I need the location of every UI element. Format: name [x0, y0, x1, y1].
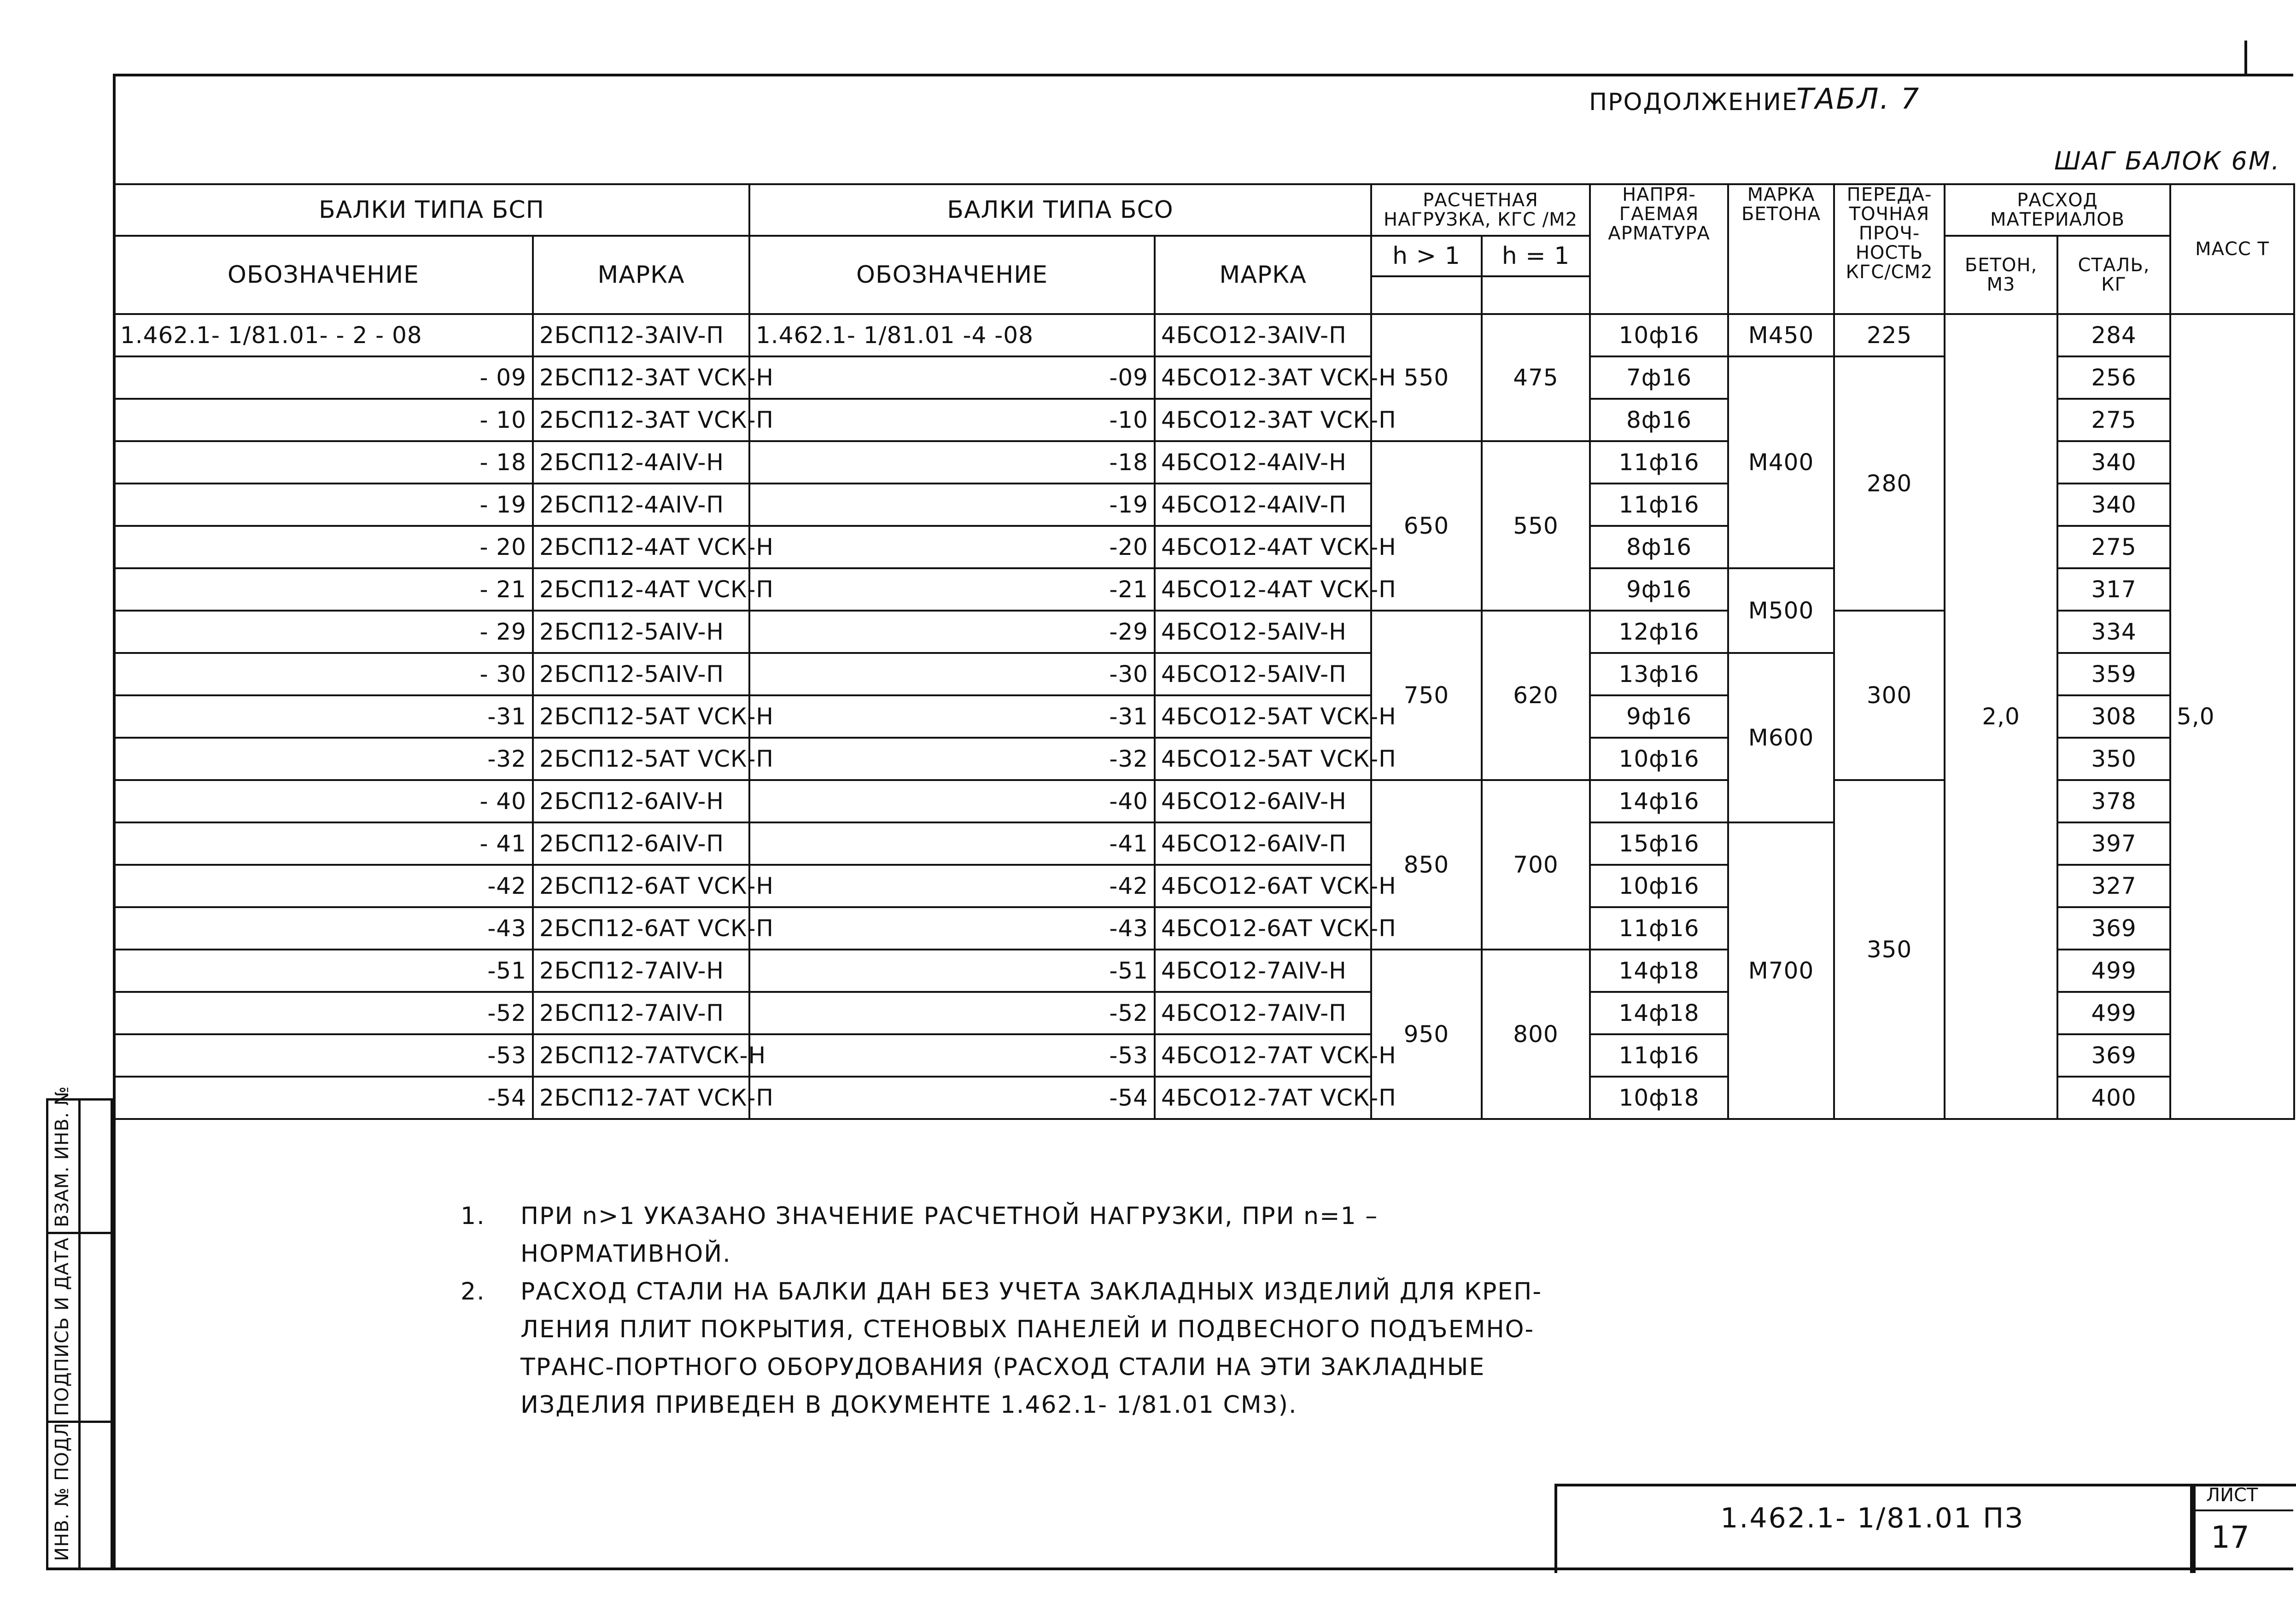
bso-designation-cell: -52 — [749, 992, 1155, 1034]
bso-mark-cell: 4БСО12-4АIV-Н — [1155, 441, 1371, 484]
transfer-strength-cell: 350 — [1834, 780, 1945, 1119]
frame-corner-tick — [2244, 41, 2247, 76]
bsp-mark-cell: 2БСП12-7АТVСК-Н — [533, 1034, 749, 1077]
bsp-mark-cell: 2БСП12-6АТ VСК-П — [533, 907, 749, 950]
concrete-grade-cell: М400 — [1728, 356, 1834, 568]
bsp-mark-cell: 2БСП12-4АIV-Н — [533, 441, 749, 484]
steel-cell: 378 — [2057, 780, 2170, 822]
prestressed-rebar-cell: 7ф16 — [1590, 356, 1728, 399]
steel-cell: 284 — [2057, 314, 2170, 356]
side-strip-line — [46, 1098, 48, 1570]
design-load-header: РАСЧЕТНАЯ НАГРУЗКА, КГС /М2 — [1371, 184, 1590, 236]
bso-designation-cell: -09 — [749, 356, 1155, 399]
prestressed-rebar-cell: 11ф16 — [1590, 441, 1728, 484]
steel-cell: 340 — [2057, 484, 2170, 526]
bsp-mark-cell: 2БСП12-3АТ VСК-П — [533, 399, 749, 441]
steel-cell: 334 — [2057, 611, 2170, 653]
table-row — [114, 314, 2294, 356]
bsp-designation-cell: - 30 — [114, 653, 533, 695]
table-body — [114, 314, 2294, 1119]
n-eq1-header: h = 1 — [1482, 236, 1590, 276]
bsp-designation-cell: -54 — [114, 1077, 533, 1119]
prestressed-rebar-cell: 14ф16 — [1590, 780, 1728, 822]
transfer-strength-cell: 280 — [1834, 356, 1945, 611]
bso-mark-cell: 4БСО12-4АТ VСК-П — [1155, 568, 1371, 611]
load-n-gt1-cell: 950 — [1371, 950, 1482, 1119]
note-text: ПРИ n>1 УКАЗАНО ЗНАЧЕНИЕ РАСЧЕТНОЙ НАГРУЗКИ, ПРИ n=1 – НОРМАТИВНОЙ. — [520, 1202, 1379, 1268]
bsp-designation-cell: -32 — [114, 738, 533, 780]
concrete-grade-header: МАРКА БЕТОНА — [1728, 184, 1834, 314]
bso-mark-cell: 4БСО12-7АТ VСК-Н — [1155, 1034, 1371, 1077]
bsp-mark-cell: 2БСП12-7АТ VСК-П — [533, 1077, 749, 1119]
bsp-mark-header: МАРКА — [533, 236, 749, 314]
bso-designation-cell: -29 — [749, 611, 1155, 653]
sheet-number: 17 — [2211, 1520, 2249, 1555]
bsp-designation-cell: -42 — [114, 865, 533, 907]
concrete-grade-cell: М600 — [1728, 653, 1834, 822]
concrete-volume-cell: 2,0 — [1945, 314, 2057, 1119]
bsp-designation-cell: - 18 — [114, 441, 533, 484]
bsp-designation-cell: -43 — [114, 907, 533, 950]
bso-designation-cell: -18 — [749, 441, 1155, 484]
steel-cell: 397 — [2057, 822, 2170, 865]
prestressed-rebar-cell: 15ф16 — [1590, 822, 1728, 865]
bso-mark-cell: 4БСО12-4АIV-П — [1155, 484, 1371, 526]
concrete-grade-cell: М450 — [1728, 314, 1834, 356]
bso-designation-cell: -30 — [749, 653, 1155, 695]
bsp-mark-cell: 2БСП12-6АIV-Н — [533, 780, 749, 822]
note-number: 2. — [461, 1278, 485, 1305]
steel-cell: 256 — [2057, 356, 2170, 399]
table-reference: ТАБЛ. 7 — [1796, 82, 1921, 116]
bso-designation-cell: -43 — [749, 907, 1155, 950]
signature-date-label: ПОДПИСЬ И ДАТА — [52, 1237, 73, 1416]
bso-mark-cell: 4БСО12-3АIV-П — [1155, 314, 1371, 356]
bsp-mark-cell: 2БСП12-4АТ VСК-П — [533, 568, 749, 611]
bsp-mark-cell: 2БСП12-5АТ VСК-Н — [533, 695, 749, 738]
prestressed-rebar-cell: 9ф16 — [1590, 568, 1728, 611]
steel-cell: 499 — [2057, 950, 2170, 992]
transfer-strength-cell: 300 — [1834, 611, 1945, 780]
prestressed-rebar-cell: 10ф16 — [1590, 865, 1728, 907]
n-gt1-header: h > 1 — [1371, 236, 1482, 276]
bsp-designation-cell: -51 — [114, 950, 533, 992]
bso-mark-cell: 4БСО12-5АТ VСК-П — [1155, 738, 1371, 780]
bso-designation-cell: -53 — [749, 1034, 1155, 1077]
bsp-mark-cell: 2БСП12-6АТ VСК-Н — [533, 865, 749, 907]
materials-header: РАСХОД МАТЕРИАЛОВ — [1945, 184, 2170, 236]
bsp-mark-cell: 2БСП12-4АIV-П — [533, 484, 749, 526]
bso-designation-cell: -31 — [749, 695, 1155, 738]
bsp-designation-cell: -52 — [114, 992, 533, 1034]
bsp-designation-cell: - 09 — [114, 356, 533, 399]
sheet-label: ЛИСТ — [2206, 1485, 2258, 1506]
side-strip-line — [78, 1098, 81, 1570]
bsp-designation-cell: -53 — [114, 1034, 533, 1077]
document-code: 1.462.1- 1/81.01 ПЗ — [1720, 1502, 2024, 1534]
bsp-mark-cell: 2БСП12-5АIV-П — [533, 653, 749, 695]
transfer-strength-cell: 225 — [1834, 314, 1945, 356]
prestressed-rebar-cell: 12ф16 — [1590, 611, 1728, 653]
load-n-eq1-cell: 620 — [1482, 611, 1590, 780]
sheet-divider — [2190, 1509, 2293, 1511]
bso-mark-header: МАРКА — [1155, 236, 1371, 314]
prestressed-rebar-cell: 13ф16 — [1590, 653, 1728, 695]
bsp-mark-cell: 2БСП12-3АТ VСК-Н — [533, 356, 749, 399]
steel-cell: 359 — [2057, 653, 2170, 695]
steel-cell: 369 — [2057, 1034, 2170, 1077]
concrete-grade-cell: М500 — [1728, 568, 1834, 653]
bso-mark-cell: 4БСО12-5АТ VСК-Н — [1155, 695, 1371, 738]
bso-designation-header: ОБОЗНАЧЕНИЕ — [749, 236, 1155, 314]
bsp-designation-header: ОБОЗНАЧЕНИЕ — [114, 236, 533, 314]
load-n-eq1-cell: 475 — [1482, 314, 1590, 441]
bso-designation-cell: -19 — [749, 484, 1155, 526]
note-text: РАСХОД СТАЛИ НА БАЛКИ ДАН БЕЗ УЧЕТА ЗАКЛАДНЫХ ИЗДЕЛИЙ ДЛЯ КРЕП-ЛЕНИЯ ПЛИТ ПОКРЫТИЯ, СТЕНОВЫХ ПАНЕЛЕЙ И ПОДВЕСНОГО ПОДЪЕМНО-ТРАНС-ПОРТНОГО ОБОРУДОВАНИЯ (РАСХОД СТАЛИ НА ЭТИ ЗАКЛАДНЫЕ ИЗДЕЛИЯ ПРИВЕДЕН В ДОКУМЕНТЕ 1.462.1- 1/81.01 СМ3). — [520, 1278, 1542, 1419]
bso-designation-cell: -20 — [749, 526, 1155, 568]
transfer-strength-header: ПЕРЕДА-ТОЧНАЯ ПРОЧ-НОСТЬ КГС/СМ2 — [1834, 184, 1945, 314]
bsp-mark-cell: 2БСП12-7АIV-П — [533, 992, 749, 1034]
mass-header: МАСС Т — [2170, 184, 2294, 314]
prestressed-rebar-cell: 9ф16 — [1590, 695, 1728, 738]
bsp-mark-cell: 2БСП12-6АIV-П — [533, 822, 749, 865]
bso-group-header: БАЛКИ ТИПА БСО — [749, 184, 1371, 236]
steel-cell: 400 — [2057, 1077, 2170, 1119]
bso-mark-cell: 4БСО12-6АТ VСК-Н — [1155, 865, 1371, 907]
bso-mark-cell: 4БСО12-6АIV-Н — [1155, 780, 1371, 822]
replaced-inv-label: ВЗАМ. ИНВ. № — [52, 1086, 73, 1227]
side-stamp-strip — [46, 1086, 111, 1570]
load-n-gt1-cell: 650 — [1371, 441, 1482, 611]
prestressed-rebar-header: НАПРЯ-ГАЕМАЯ АРМАТУРА — [1590, 184, 1728, 314]
bsp-mark-cell: 2БСП12-4АТ VСК-Н — [533, 526, 749, 568]
bso-mark-cell: 4БСО12-7АТ VСК-П — [1155, 1077, 1371, 1119]
notes-block — [461, 1197, 1580, 1424]
bsp-group-header: БАЛКИ ТИПА БСП — [114, 184, 749, 236]
mass-cell: 5,0 — [2170, 314, 2294, 1119]
note-item — [461, 1273, 1580, 1424]
beam-specification-table — [113, 183, 2295, 1120]
bsp-designation-cell: 1.462.1- 1/81.01- - 2 - 08 — [114, 314, 533, 356]
load-n-eq1-cell: 800 — [1482, 950, 1590, 1119]
concrete-grade-cell: М700 — [1728, 822, 1834, 1119]
bso-designation-cell: 1.462.1- 1/81.01 -4 -08 — [749, 314, 1155, 356]
side-strip-line — [46, 1232, 113, 1234]
bso-mark-cell: 4БСО12-4АТ VСК-Н — [1155, 526, 1371, 568]
load-n-gt1-cell: 850 — [1371, 780, 1482, 950]
inv-no-label: ИНВ. № ПОДЛ — [52, 1422, 73, 1561]
steel-cell: 350 — [2057, 738, 2170, 780]
bsp-designation-cell: - 40 — [114, 780, 533, 822]
bso-designation-cell: -54 — [749, 1077, 1155, 1119]
note-item — [461, 1197, 1580, 1273]
bso-mark-cell: 4БСО12-7АIV-Н — [1155, 950, 1371, 992]
steel-cell: 327 — [2057, 865, 2170, 907]
bsp-mark-cell: 2БСП12-5АТ VСК-П — [533, 738, 749, 780]
bso-designation-cell: -10 — [749, 399, 1155, 441]
load-n-gt1-cell: 750 — [1371, 611, 1482, 780]
bsp-designation-cell: - 29 — [114, 611, 533, 653]
bso-mark-cell: 4БСО12-3АТ VСК-П — [1155, 399, 1371, 441]
prestressed-rebar-cell: 10ф18 — [1590, 1077, 1728, 1119]
prestressed-rebar-cell: 14ф18 — [1590, 950, 1728, 992]
frame-top-border — [113, 74, 2293, 76]
bsp-designation-cell: -31 — [114, 695, 533, 738]
steel-cell: 308 — [2057, 695, 2170, 738]
note-number: 1. — [461, 1202, 485, 1230]
bsp-designation-cell: - 41 — [114, 822, 533, 865]
load-n-eq1-cell: 550 — [1482, 441, 1590, 611]
prestressed-rebar-cell: 11ф16 — [1590, 907, 1728, 950]
bso-mark-cell: 4БСО12-7АIV-П — [1155, 992, 1371, 1034]
prestressed-rebar-cell: 10ф16 — [1590, 314, 1728, 356]
bso-mark-cell: 4БСО12-3АТ VСК-Н — [1155, 356, 1371, 399]
concrete-volume-header: БЕТОН, М3 — [1945, 236, 2057, 314]
bso-designation-cell: -40 — [749, 780, 1155, 822]
bsp-mark-cell: 2БСП12-3АIV-П — [533, 314, 749, 356]
bso-designation-cell: -32 — [749, 738, 1155, 780]
bsp-designation-cell: - 19 — [114, 484, 533, 526]
bso-mark-cell: 4БСО12-5АIV-П — [1155, 653, 1371, 695]
prestressed-rebar-cell: 8ф16 — [1590, 526, 1728, 568]
bsp-mark-cell: 2БСП12-7АIV-Н — [533, 950, 749, 992]
steel-cell: 275 — [2057, 399, 2170, 441]
bsp-mark-cell: 2БСП12-5АIV-Н — [533, 611, 749, 653]
load-n-gt1-cell: 550 — [1371, 314, 1482, 441]
bso-mark-cell: 4БСО12-5АIV-Н — [1155, 611, 1371, 653]
bsp-designation-cell: - 10 — [114, 399, 533, 441]
prestressed-rebar-cell: 10ф16 — [1590, 738, 1728, 780]
steel-cell: 275 — [2057, 526, 2170, 568]
beam-step-note: ШАГ БАЛОК 6М. — [2054, 146, 2281, 175]
bsp-designation-cell: - 20 — [114, 526, 533, 568]
bso-designation-cell: -42 — [749, 865, 1155, 907]
bso-designation-cell: -21 — [749, 568, 1155, 611]
steel-cell: 340 — [2057, 441, 2170, 484]
steel-cell: 499 — [2057, 992, 2170, 1034]
load-n-eq1-cell: 700 — [1482, 780, 1590, 950]
bso-mark-cell: 4БСО12-6АIV-П — [1155, 822, 1371, 865]
steel-cell: 369 — [2057, 907, 2170, 950]
steel-header: СТАЛЬ, КГ — [2057, 236, 2170, 314]
bso-designation-cell: -41 — [749, 822, 1155, 865]
steel-cell: 317 — [2057, 568, 2170, 611]
bso-mark-cell: 4БСО12-6АТ VСК-П — [1155, 907, 1371, 950]
prestressed-rebar-cell: 14ф18 — [1590, 992, 1728, 1034]
prestressed-rebar-cell: 11ф16 — [1590, 484, 1728, 526]
continuation-label: ПРОДОЛЖЕНИЕ — [1589, 88, 1798, 116]
prestressed-rebar-cell: 8ф16 — [1590, 399, 1728, 441]
side-strip-line — [111, 1098, 113, 1570]
bsp-designation-cell: - 21 — [114, 568, 533, 611]
prestressed-rebar-cell: 11ф16 — [1590, 1034, 1728, 1077]
bso-designation-cell: -51 — [749, 950, 1155, 992]
